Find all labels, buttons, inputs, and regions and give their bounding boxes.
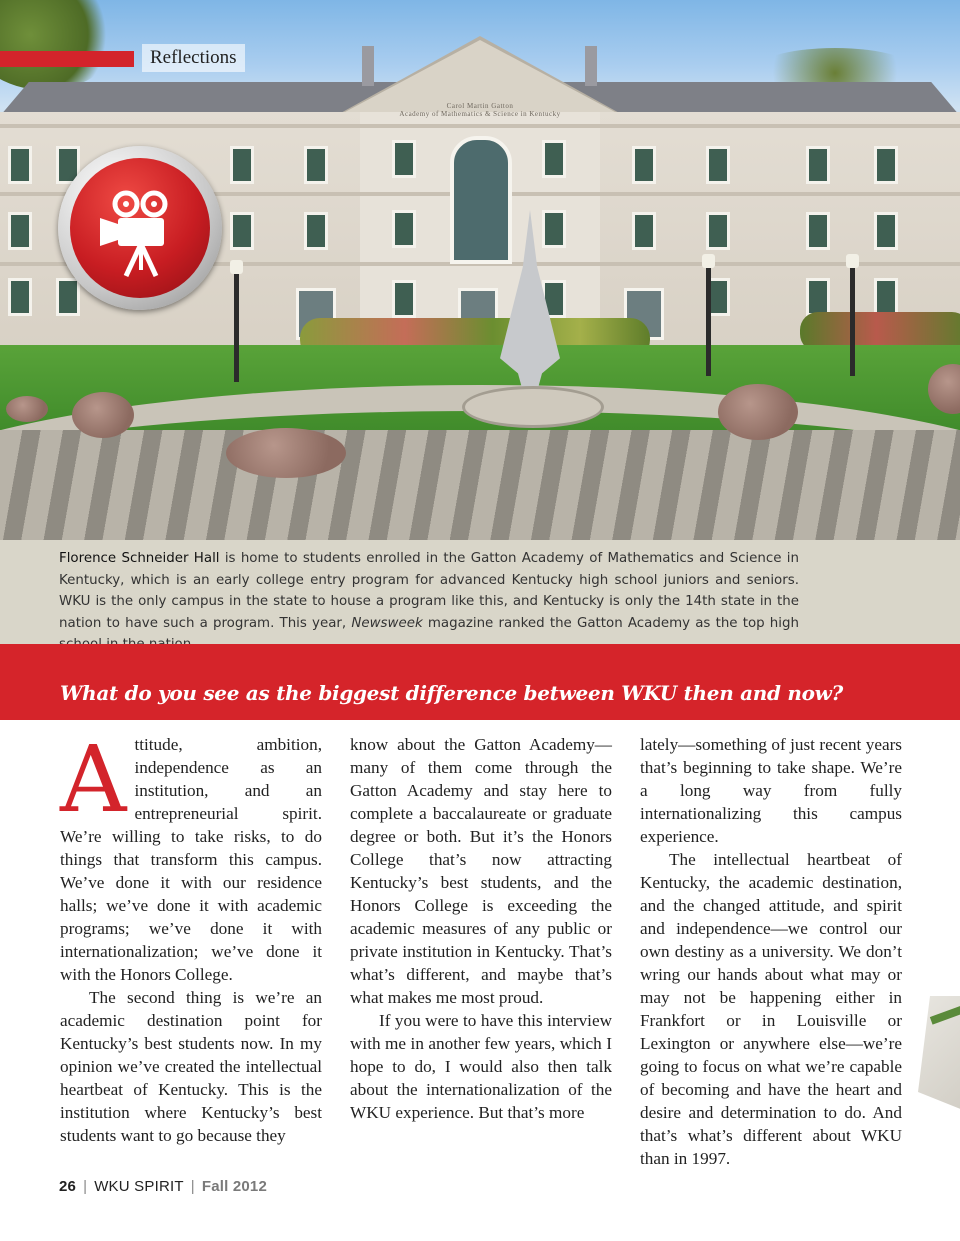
window <box>230 212 254 250</box>
caption-body: is home to students enrolled in the Gatton Academy of Mathematics and Science in Kentucky, which is an early college entry program for advanced Kentucky high school juniors and seniors. WKU is the only campus in the state to house a program like this, and Kentucky is only the 14th state in the nation to have such a program. This year, <box>59 551 799 631</box>
caption-lead: Florence Schneider Hall <box>59 551 220 566</box>
section-accent-bar <box>0 51 134 67</box>
article-paragraph: The second thing is we’re an academic destination point for Kentucky’s best students now. In my opinion we’ve created the intellectual heartbeat of Kentucky. This is the institution where Kentucky’s best students want to go because they <box>60 988 322 1145</box>
tree <box>0 0 120 90</box>
window <box>874 146 898 184</box>
issue-label: Fall 2012 <box>201 1178 268 1195</box>
caption-text <box>59 548 799 656</box>
video-badge[interactable] <box>58 146 222 310</box>
window <box>542 210 566 248</box>
building-engraving: Carol Martin Gatton Academy of Mathematics & Science in Kentucky <box>399 102 561 118</box>
caption-publication: Newsweek <box>351 615 423 631</box>
lamp-post <box>234 272 239 382</box>
window <box>542 140 566 178</box>
lamp-post <box>706 266 711 376</box>
window <box>392 210 416 248</box>
article-column-1 <box>60 726 322 1147</box>
question-banner <box>0 644 960 720</box>
lamp-post <box>850 266 855 376</box>
window <box>706 146 730 184</box>
publication-name: WKU SPIRIT <box>94 1178 184 1195</box>
page-number: 26 <box>59 1178 77 1195</box>
boulder <box>718 384 798 440</box>
question-heading: What do you see as the biggest difference between WKU then and now? <box>60 681 843 705</box>
chimney <box>362 46 374 86</box>
window <box>304 212 328 250</box>
section-label: Reflections <box>142 44 245 72</box>
window <box>806 212 830 250</box>
cornice <box>0 124 960 128</box>
window <box>806 146 830 184</box>
arched-window <box>450 136 512 264</box>
window <box>8 212 32 250</box>
article-paragraph: If you were to have this interview with me in another few years, which I hope to do, I would also then talk about the internationalization of the WKU experience. But that’s more <box>350 1011 612 1122</box>
window <box>632 146 656 184</box>
footer-divider: | <box>190 1178 195 1195</box>
window <box>304 146 328 184</box>
window <box>706 212 730 250</box>
article-paragraph: The intellectual heartbeat of Kentucky, the academic destination, and the changed attitude, and spirit and independence—we control our own destiny as a university. We don’t wring our hands about what may or may not be happening either in Frankfort or in Louisville or Lexington or anywhere else—we’re going to focus on what we’re capable of becoming and have the heart and desire and determination to do. And that’s what’s different about WKU than in 1997. <box>640 850 902 1168</box>
walkway-shadows <box>0 430 960 540</box>
fountain-basin <box>462 386 604 428</box>
caption-body-end: magazine ranked the Gatton Academy as the top high <box>427 615 799 631</box>
drop-cap: A <box>60 726 127 833</box>
page-footer <box>59 1178 267 1195</box>
window <box>874 278 898 316</box>
article-column-3 <box>640 733 902 1170</box>
video-badge-face <box>70 158 210 298</box>
footer-divider: | <box>83 1178 88 1195</box>
window <box>230 146 254 184</box>
window <box>874 212 898 250</box>
video-camera-icon <box>70 158 210 298</box>
article-paragraph: lately—something of just recent years that’s beginning to take shape. We’re a long way from fully internationalizing this campus experience. <box>640 735 902 846</box>
window <box>392 280 416 318</box>
window <box>806 278 830 316</box>
article-paragraph: Attitude, ambition, independence as an institution, and an entrepreneurial spirit. We’re willing to take risks, to do things that transform this campus. We’ve done it with our residence halls; we’ve done it with academic programs; we’ve done it with internationalization; we’ve done it with the Honors College. <box>60 726 322 984</box>
window <box>8 146 32 184</box>
window <box>392 140 416 178</box>
window <box>632 212 656 250</box>
chimney <box>585 46 597 86</box>
article-paragraph: know about the Gatton Academy—many of them come through the Gatton Academy and stay here to complete a baccalaureate or graduate degree or both. But it’s the Honors College that’s now attracting Kentucky’s best students, and the Honors College is exceeding the academic measures of any public or private institution in Kentucky. That’s what’s different, and maybe that’s what makes me most proud. <box>350 735 612 1007</box>
photo-caption <box>0 540 960 644</box>
boulder <box>226 428 346 478</box>
window <box>8 278 32 316</box>
article-column-2 <box>350 733 612 1124</box>
boulder <box>72 392 134 438</box>
boulder <box>6 396 48 422</box>
